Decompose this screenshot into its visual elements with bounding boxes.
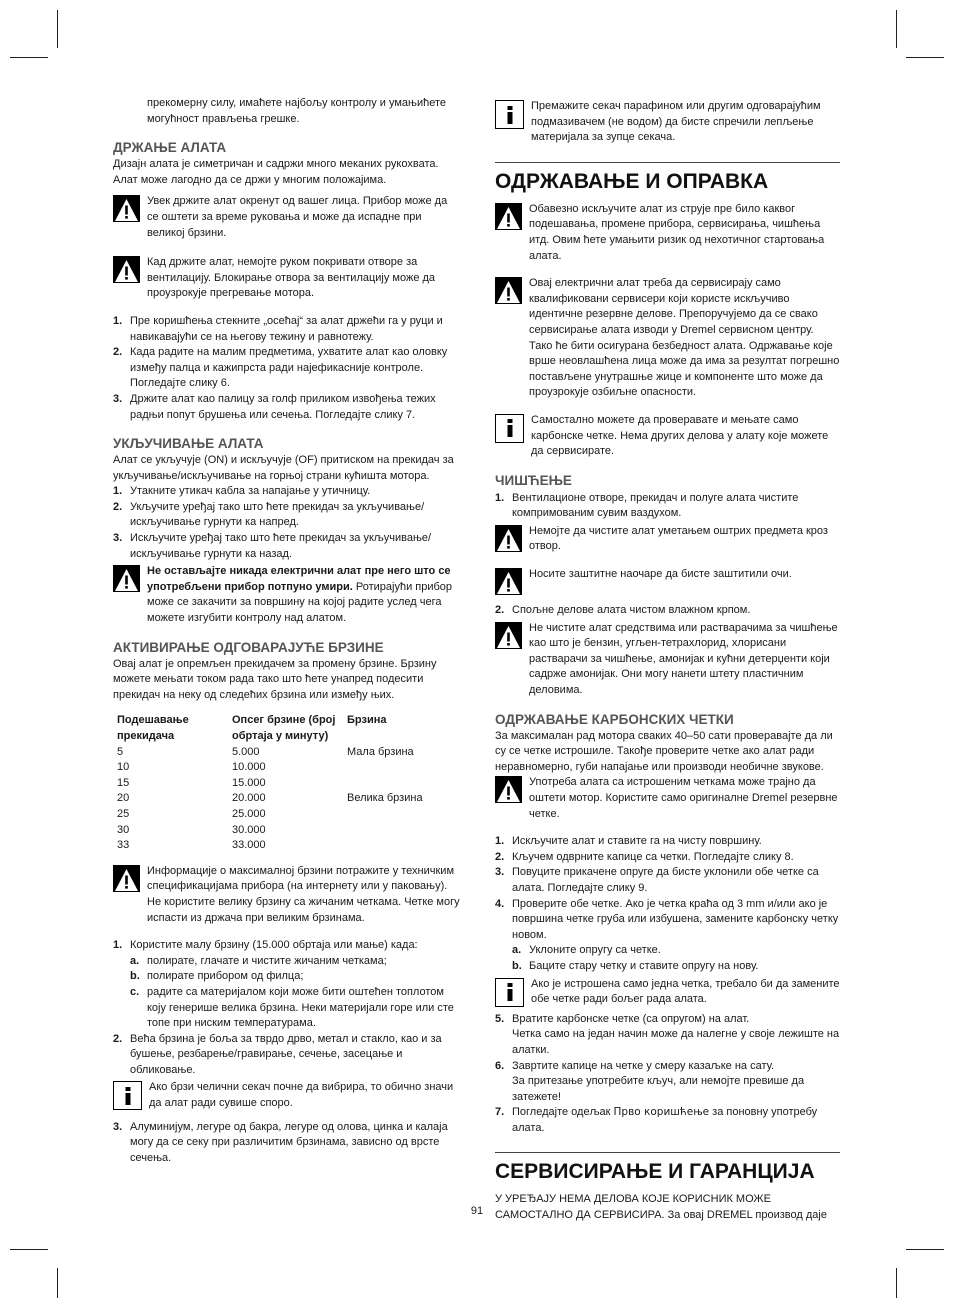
table-row: 5 5.000 Мала брзина — [117, 745, 414, 758]
table-row: 33 33.000 — [117, 839, 266, 852]
crop-mark — [906, 1249, 944, 1250]
warning-icon — [495, 525, 522, 552]
list-item: 2. Када радите на малим предметима, ухватите алат као оловку између палца и кажипрста ради најефикасније контроле. Погледајте слику 6. — [113, 346, 448, 390]
info-icon — [113, 1081, 142, 1110]
section-heading-switching: УКЉУЧИВАЊЕ АЛАТА — [113, 436, 264, 452]
warning-icon — [495, 277, 522, 304]
table-header: Опсег брзине (број обртаја у минуту) — [232, 714, 336, 742]
crop-mark — [896, 10, 897, 48]
info-icon — [495, 978, 524, 1007]
list-item: 2. Спољне делове алата чистом влажном крпом. — [495, 604, 751, 617]
warning-text: Не чистите алат средствима или растварачима за чишћење као што је бензин, угљен-тетрахлорид, хлорисани растварачи за чишћење, амонијак и кућни детерџенти који садрже амонијак. Они могу нанети штету пластичним деловима. — [529, 621, 838, 697]
table-header: Брзина — [347, 714, 387, 727]
speed-steps-cont — [113, 1120, 460, 1167]
table-header: Подешавање прекидача — [117, 714, 189, 742]
list-item: 1. Вентилационе отворе, прекидач и полуге алата чистите компримованим сувим ваздухом. — [495, 491, 799, 520]
warning-note — [113, 864, 460, 926]
chapter-heading-maintenance: ОДРЖАВАЊЕ И ОПРАВКА — [495, 162, 840, 194]
list-item: 6. Завртите капице на четке у смеру казаљке на сату. За притезање употребите кључ, али немојте превише да затежете! — [495, 1059, 805, 1103]
crop-mark — [10, 1249, 48, 1250]
info-text: Ако је истрошена само једна четка, требало би да замените обе четке ради бољег рада алата. — [531, 977, 840, 1006]
list-item: 3. Држите алат као палицу за голф приликом извођења тежих радњи попут брушења или сечења. Погледајте слику 7. — [113, 392, 436, 421]
list-item: 1. Искључите алат и ставите га на чисту површину. — [495, 835, 762, 848]
info-text: Ако брзи челични секач почне да вибрира, то обично значи да алат ради сувише споро. — [149, 1081, 454, 1110]
speed-text: Овај алат је опремљен прекидачем за промену брзине. Брзину можете мењати током рада тако што ћете унапред подесити прекидач на неку од следећих брзина или између њих. — [113, 657, 437, 701]
table-row: 10 10.000 — [117, 761, 266, 774]
brushes-text: За максималан рад мотора сваких 40–50 сати проверавајте да ли су се четке истрошиле. Такође проверите четке ако алат ради неравномерно, губи напајање или производи необичне звукове. — [495, 729, 833, 773]
sub-list-item: a. Уклоните опругу са четке. — [512, 944, 661, 957]
list-item: 1. Користите малу брзину (15.000 обртаја или мање) када: — [113, 939, 418, 952]
warning-note — [495, 621, 840, 699]
warning-text: Увек држите алат окренут од вашег лица. Прибор може да се оштети за време руковања и може да испадне при великој брзини. — [147, 195, 448, 239]
list-item: 3. Алуминијум, легуре од бакра, легуре од олова, цинка и калаја могу да се секу при различитим брзинама, зависно од врсте сечења. — [113, 1120, 448, 1164]
section-heading-holding: ДРЖАЊЕ АЛАТА — [113, 140, 227, 156]
warning-text: Обавезно искључите алат из струје пре било каквог подешавања, промене прибора, сервисирања, чишћења итд. Овим ћете умањити ризик од нехотичног стартовања алата. — [529, 202, 825, 262]
list-item: 1. Пре коришћења стекните „осећај“ за алат држећи га у руци и навикавајући се на његову тежину и равнотежу. — [113, 314, 443, 343]
warning-icon — [495, 203, 522, 230]
switching-text: Алат се укључује (ON) и искључује (OF) притиском на прекидач за укључивање/искључивање на горњој страни кућишта мотора. — [113, 454, 454, 482]
sub-list-item: c. радите са материјалом који може бити оштећен топлотом коју генерише велика брзина. Неки материјали горе или сте топе при ниским температурама. — [130, 985, 454, 1030]
warning-note — [495, 775, 840, 822]
list-item: 3. Повуците прикачене опруге да бисте уклонили обе четке са алата. Погледајте слику 9. — [495, 866, 819, 894]
info-icon — [495, 414, 524, 443]
left-column — [113, 96, 460, 1168]
section-heading-cleaning: ЧИШЋЕЊЕ — [495, 472, 572, 488]
list-item: 7. Погледајте одељак Прво коришћење за поновну употребу алата. — [495, 1106, 818, 1134]
table-header-row — [117, 713, 457, 744]
warning-icon — [495, 776, 522, 803]
crop-mark — [57, 10, 58, 48]
table-row: 30 30.000 — [117, 823, 266, 836]
brushes-steps — [495, 834, 840, 974]
holding-text: Дизајн алата је симетричан и садржи много меканих рукохвата. Алат може лагодно да се држи у многим положајима. — [113, 158, 439, 186]
list-item: 1. Утакните утикач кабла за напајање у утичницу. — [113, 485, 371, 498]
warning-text: Информације о максималној брзини потражите у техничким спецификацијама прибора (на интернету или у паковању). Не користите велику брзину са жичаним четкама. Четке могу испасти из држача при великим брзинама. — [147, 864, 460, 924]
service-text: У УРЕЂАЈУ НЕМА ДЕЛОВА КОЈЕ КОРИСНИК МОЖЕ САМОСТАЛНО ДА СЕРВИСИРА. За овај DREMEL производ даје — [495, 1193, 827, 1222]
warning-text: Немојте да чистите алат уметањем оштрих предмета кроз отвор. — [529, 524, 828, 553]
table-row: 20 20.000 Велика брзина — [117, 792, 423, 805]
warning-note — [113, 564, 460, 626]
crop-mark — [896, 1268, 897, 1298]
warning-note — [495, 567, 840, 595]
warning-note — [495, 276, 840, 401]
sub-list-item: a. полирате, глачате и чистите жичаним четкама; — [130, 954, 387, 967]
warning-icon — [113, 195, 140, 222]
info-text: Самостално можете да проверавате и мењате само карбонске четке. Нема других делова у алату које можете да сервисирате. — [531, 413, 829, 458]
warning-text: Носите заштитне наочаре да бисте заштитили очи. — [529, 568, 792, 581]
brushes-steps-cont — [495, 1012, 840, 1137]
section-heading-speed: АКТИВИРАЊЕ ОДГОВАРАЈУЋЕ БРЗИНЕ — [113, 639, 384, 655]
warning-text: Не остављајте никада електрични алат пре него што се употребљени прибор потпуно умири. Ротирајући прибор може се закачити за површину на којој радите услед чега можете изгубити контролу над алатом. — [147, 565, 453, 625]
warning-icon — [495, 622, 522, 649]
warning-icon — [113, 865, 140, 892]
list-item: 4. Проверите обе четке. Ако је четка краћа од 3 mm и/или ако је површина четке груба или избушена, замените карбонску четку новом. — [495, 897, 839, 941]
info-text: Премажите секач парафином или другим одговарајућим подмазивачем (не водом) да бисте спречили лепљење материјала за зупце секача. — [531, 100, 821, 144]
warning-icon — [113, 256, 140, 283]
crop-mark — [906, 57, 944, 58]
page-number: 91 — [470, 1205, 484, 1217]
sub-list-item: b. полирате прибором од филца; — [130, 970, 304, 983]
cleaning-steps — [495, 491, 840, 522]
section-reference: Прво коришћење — [613, 1106, 710, 1119]
warning-note — [113, 255, 460, 302]
holding-steps — [113, 314, 460, 423]
warning-icon — [113, 565, 140, 592]
table-row: 15 15.000 — [117, 776, 266, 789]
warning-icon — [495, 568, 522, 595]
info-icon — [495, 100, 524, 129]
intro-text: прекомерну силу, имаћете најбољу контролу и умањићете могућност прављења грешке. — [147, 97, 446, 125]
warning-text: Кад држите алат, немојте руком покривати отворе за вентилацију. Блокирање отвора за вентилацију може да проузрокује прегревање мотора. — [147, 256, 436, 300]
list-item: 2. Кључем одврните капице са четки. Погледајте слику 8. — [495, 850, 794, 863]
warning-note — [495, 524, 840, 555]
sub-list-item: b. Баците стару четку и ставите опругу на нову. — [512, 959, 759, 972]
section-heading-brushes: ОДРЖАВАЊЕ КАРБОНСКИХ ЧЕТКИ — [495, 711, 734, 727]
info-note — [495, 99, 840, 146]
list-item: 2. Већа брзина је боља за тврдо дрво, метал и стакло, као и за бушење, резбарење/гравирање, сечење, засецање и обликовање. — [113, 1032, 442, 1076]
switching-steps — [113, 484, 460, 562]
info-note — [495, 977, 840, 1008]
warning-note — [495, 202, 840, 264]
warning-text: Употреба алата са истрошеним четкама може трајно да оштети мотор. Користите само оригиналне Dremel резервне четке. — [529, 776, 838, 820]
list-item: 5. Вратите карбонске четке (са опругом) на алат. Четка само на један начин може да налегне у своје лежиште на алатки. — [495, 1012, 840, 1056]
list-item: 2. Укључите уређај тако што ћете прекидач за укључивање/искључивање гурнути ка напред. — [113, 500, 425, 529]
warning-text: Овај електрични алат треба да сервисирају само квалификовани сервисери који користе искључиво идентичне резервне делове. Препоручујемо да се свако сервисирање алата изводи у Dremel сервисном центру. Тако ће бити осигурана безбедност алата. Одржавање које врше неовлашћена лица може да има за резултат погрешно постављене унутрашње жице и компоненте што може да проузрокује озбиљне опасности. — [529, 277, 840, 399]
crop-mark — [10, 57, 48, 58]
speed-table — [117, 713, 457, 853]
right-column — [495, 96, 840, 1224]
chapter-heading-service: СЕРВИСИРАЊЕ И ГАРАНЦИЈА — [495, 1152, 840, 1184]
speed-steps — [113, 938, 460, 1078]
table-row: 25 25.000 — [117, 807, 266, 820]
info-note — [495, 413, 840, 460]
warning-note — [113, 194, 460, 241]
info-note — [113, 1080, 460, 1111]
cleaning-steps-cont — [495, 603, 840, 619]
crop-mark — [57, 1268, 58, 1298]
list-item: 3. Искључите уређај тако што ћете прекидач за укључивање/искључивање гурнути ка назад. — [113, 532, 432, 560]
